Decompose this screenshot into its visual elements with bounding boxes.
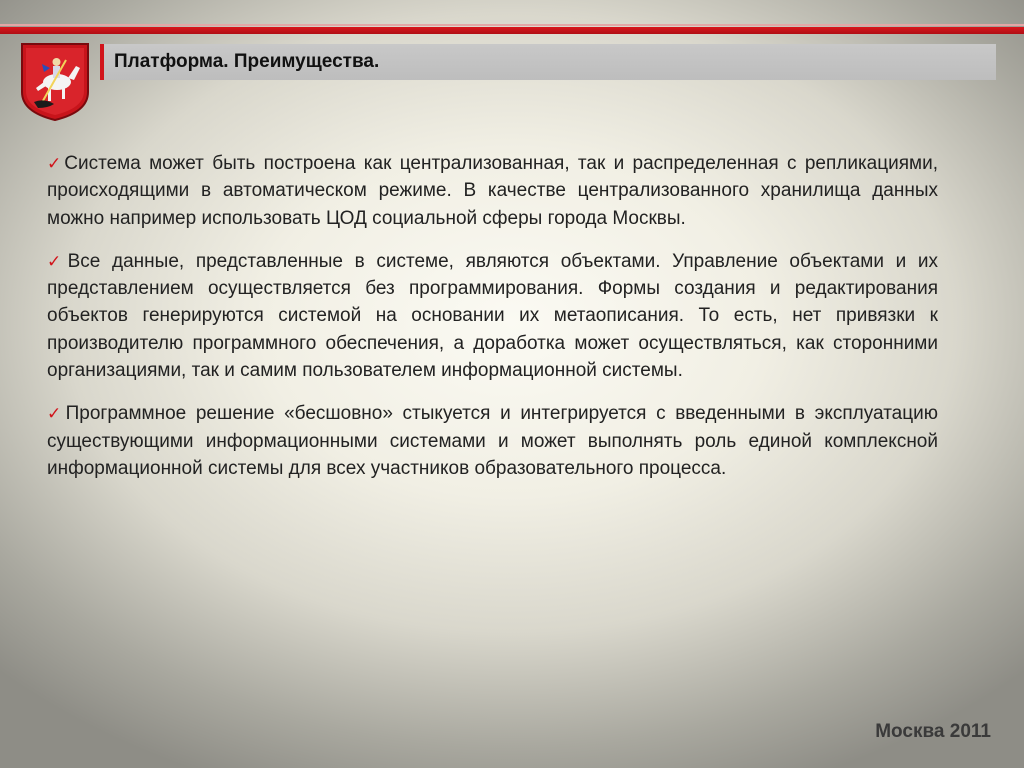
checkmark-icon: ✓ [47, 404, 66, 424]
top-accent-line-thin [0, 24, 1024, 26]
bullet-paragraph [47, 400, 938, 482]
bullet-paragraph [47, 150, 938, 232]
bullet-paragraph [47, 248, 938, 384]
bullet-text: Программное решение «бесшовно» стыкуется и интегрируется с введенными в эксплуатацию существующими информационными системами и может выполнять роль единой комплексной информационной системы для всех участников образовательного процесса. [47, 403, 938, 479]
footer-text: Москва 2011 [875, 721, 991, 742]
checkmark-icon: ✓ [47, 251, 68, 271]
page-title: Платформа. Преимущества. [114, 51, 380, 72]
content-body [47, 150, 938, 498]
moscow-coat-of-arms-icon [20, 42, 90, 122]
bullet-text: Все данные, представленные в системе, являются объектами. Управление объектами и их представлением осуществляется без программирования. Формы создания и редактирования объектов генерируются системой на основании их метаописания. То есть, нет привязки к производителю программного обеспечения, а доработка может осуществляться, как сторонними организациями, так и самим пользователем информационной системы. [47, 250, 938, 382]
top-accent-line [0, 27, 1024, 34]
checkmark-icon: ✓ [47, 154, 65, 173]
title-bar [100, 44, 996, 80]
bullet-text: Система может быть построена как централизованная, так и распределенная с репликациями, происходящими в автоматическом режиме. В качестве централизованного хранилища данных можно например использовать ЦОД социальной сферы города Москвы. [47, 153, 938, 229]
